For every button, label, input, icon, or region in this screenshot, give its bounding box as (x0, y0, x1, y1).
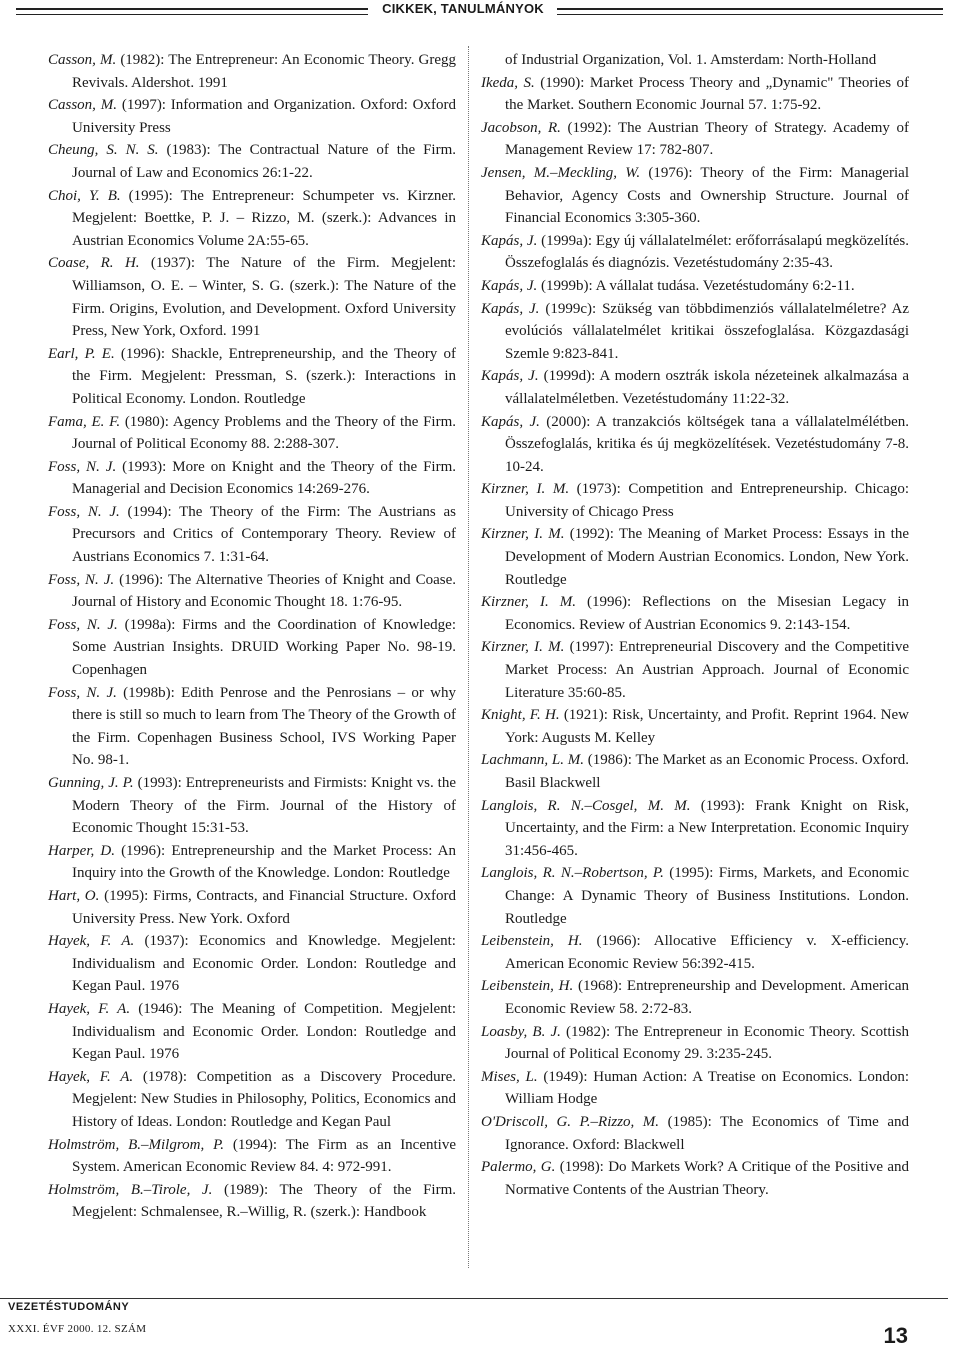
reference-entry (48, 501, 456, 569)
section-title: CIKKEK, TANULMÁNYOK (382, 1, 544, 16)
reference-entry (48, 772, 456, 840)
reference-author: Kapás, J. (481, 368, 539, 385)
reference-author: Langlois, R. N.–Robertson, P. (481, 865, 664, 882)
reference-text: (1997): Entrepreneurial Discovery and the Competitive Market Process: An Austrian Approach. Journal of Economic Literature 35:60-85. (505, 639, 910, 701)
reference-entry (481, 749, 909, 794)
reference-author: Foss, N. J. (48, 571, 115, 588)
reference-author: Choi, Y. B. (48, 187, 121, 204)
reference-author: Coase, R. H. (48, 255, 140, 272)
reference-author: Hart, O. (48, 887, 100, 904)
reference-entry (48, 930, 456, 998)
reference-author: Foss, N. J. (48, 503, 120, 520)
reference-entry (481, 523, 909, 591)
reference-text: (1937): Economics and Knowledge. Megjelent: Individualism and Economic Order. London: Routledge and Kegan Paul. 1976 (72, 933, 456, 995)
reference-text: (1994): The Firm as an Incentive System. American Economic Review 84. 4: 972-991. (72, 1136, 456, 1176)
reference-text: (1993): More on Knight and the Theory of the Firm. Managerial and Decision Economics 14:269-276. (72, 458, 457, 498)
reference-author: Hayek, F. A. (48, 1000, 131, 1017)
reference-text: (1992): The Austrian Theory of Strategy. Academy of Management Review 17: 782-807. (505, 119, 909, 159)
reference-entry (481, 591, 909, 636)
reference-author: Kapás, J. (481, 300, 540, 317)
reference-entry (48, 252, 456, 342)
journal-name: VEZETÉSTUDOMÁNY (8, 1301, 130, 1313)
reference-text: (2000): A tranzakciós költségek tana a vállalatelmélétben. Összefoglalás, kritika és új megközelítések. Vezetéstudomány 7-8. 10-24. (505, 413, 909, 475)
reference-author: Leibenstein, H. (481, 978, 574, 995)
reference-text: (1999d): A modern osztrák iskola nézeteinek alkalmazása a vállalatelméletben. Vezetéstudomány 11:22-32. (505, 368, 910, 407)
reference-entry (48, 139, 456, 184)
column-divider (468, 46, 469, 1268)
reference-author: Kirzner, I. M. (481, 594, 576, 611)
reference-author: Knight, F. H. (481, 707, 560, 724)
reference-author: Kapás, J. (481, 277, 538, 294)
reference-text: of Industrial Organization, Vol. 1. Amsterdam: North-Holland (505, 52, 877, 68)
reference-text: (1966): Allocative Efficiency v. X-efficiency. American Economic Review 56:392-415. (505, 933, 909, 972)
header-rule-right (557, 8, 943, 15)
reference-text: (1973): Competition and Entrepreneurship. Chicago: University of Chicago Press (505, 481, 910, 520)
reference-author: Hayek, F. A. (48, 933, 135, 950)
reference-entry (48, 998, 456, 1066)
reference-text: (1968): Entrepreneurship and Development. American Economic Review 58. 2:72-83. (505, 978, 909, 1017)
reference-text: (1995): Firms, Markets, and Economic Change: A Dynamic Theory of Business Institutions. London. Routledge (505, 865, 909, 927)
reference-text: (1976): Theory of the Firm: Managerial Behavior, Agency Costs and Ownership Structure. Journal of Financial Economics 3:305-360. (505, 164, 909, 227)
reference-text: (1995): The Entrepreneur: Schumpeter vs. Kirzner. Megjelent: Boettke, P. J. – Rizzo, M. (szerk.): Advances in Austrian Economics Volume 2A:55-65. (72, 187, 456, 249)
reference-entry (48, 1134, 456, 1179)
reference-author: Leibenstein, H. (481, 933, 583, 950)
reference-text: (1921): Risk, Uncertainty, and Profit. Reprint 1964. New York: Augusts M. Kelley (505, 707, 909, 746)
reference-text: (1982): The Entrepreneur: An Economic Theory. Gregg Revivals. Aldershot. 1991 (72, 52, 456, 91)
reference-author: Fama, E. F. (48, 413, 121, 430)
reference-text: (1980): Agency Problems and the Theory of the Firm. Journal of Political Economy 88. 2:288-307. (72, 413, 457, 453)
reference-text: (1996): Shackle, Entrepreneurship, and the Theory of the Firm. Megjelent: Pressman, S. (szerk.): Interactions in Political Economy. London. Routledge (72, 345, 456, 407)
reference-text: (1998a): Firms and the Coordination of Knowledge: Some Austrian Insights. DRUID Working Paper No. 98-19. Copenhagen (72, 616, 457, 679)
reference-author: Casson, M. (48, 52, 117, 68)
reference-entry (48, 456, 456, 501)
reference-entry (481, 365, 909, 410)
reference-author: Kirzner, I. M. (481, 526, 565, 543)
reference-text: (1990): Market Process Theory and „Dynamic" Theories of the Market. Southern Economic Journal 57. 1:75-92. (505, 74, 909, 114)
reference-author: Foss, N. J. (48, 616, 118, 633)
reference-entry (481, 162, 909, 230)
reference-author: Jensen, M.–Meckling, W. (481, 164, 641, 181)
reference-entry (48, 840, 456, 885)
footer-rule (0, 1298, 948, 1299)
reference-entry (481, 478, 909, 523)
reference-text: (1995): Firms, Contracts, and Financial Structure. Oxford University Press. New York. Oxford (72, 887, 456, 927)
reference-text: (1993): Frank Knight on Risk, Uncertainty, and the Firm: a New Interpretation. Economic Inquiry 31:456-465. (505, 797, 909, 859)
issue-info: XXXI. ÉVF 2000. 12. SZÁM (8, 1323, 147, 1335)
reference-entry (48, 343, 456, 411)
reference-entry (481, 1066, 909, 1111)
reference-author: Langlois, R. N.–Cosgel, M. M. (481, 797, 691, 814)
reference-entry (48, 1066, 456, 1134)
reference-text: (1997): Information and Organization. Oxford: Oxford University Press (72, 97, 456, 136)
reference-entry (48, 1179, 456, 1224)
reference-text: (1949): Human Action: A Treatise on Economics. London: William Hodge (505, 1068, 909, 1108)
reference-author: Foss, N. J. (48, 458, 117, 475)
reference-entry (481, 1021, 909, 1066)
reference-author: Earl, P. E. (48, 345, 115, 362)
reference-text: (1994): The Theory of the Firm: The Austrians as Precursors and Critics of Contemporary Theory. Review of Austrians Economics 7. 1:31-64. (72, 503, 457, 566)
reference-entry (481, 862, 909, 930)
reference-author: Mises, L. (481, 1068, 538, 1085)
reference-column-left (48, 49, 456, 1224)
reference-author: Lachmann, L. M. (481, 752, 585, 769)
reference-entry (481, 275, 909, 298)
reference-author: Harper, D. (48, 842, 115, 859)
reference-text: (1993): Entrepreneurists and Firmists: Knight vs. the Modern Theory of the Firm. Journal of the History of Economic Thought 15:31-53. (72, 775, 457, 837)
reference-author: Loasby, B. J. (481, 1023, 561, 1040)
reference-author: Casson, M. (48, 97, 117, 114)
reference-entry (481, 704, 909, 749)
reference-text: (1983): The Contractual Nature of the Firm. Journal of Law and Economics 26:1-22. (72, 142, 456, 181)
reference-text: (1989): The Theory of the Firm. Megjelent: Schmalensee, R.–Willig, R. (szerk.): Handbook (72, 1181, 456, 1221)
reference-text: (1999c): Szükség van többdimenziós vállalatelméletre? Az evolúciós vállalatelmélet kritikai összefoglalása. Közgazdasági Szemle 9:823-841. (505, 300, 909, 362)
reference-text: (1996): The Alternative Theories of Knight and Coase. Journal of History and Economic Thought 18. 1:76-95. (72, 571, 456, 611)
reference-entry (48, 569, 456, 614)
reference-entry (481, 230, 909, 275)
reference-text: (1999b): A vállalat tudása. Vezetéstudomány 6:2-11. (537, 277, 855, 294)
reference-author: Palermo, G. (481, 1159, 556, 1176)
page-number: 13 (883, 1323, 908, 1348)
reference-text: (1998): Do Markets Work? A Critique of the Positive and Normative Contents of the Austrian Theory. (505, 1159, 909, 1198)
reference-column-right (481, 49, 909, 1201)
reference-entry (481, 72, 909, 117)
reference-text: (1978): Competition as a Discovery Procedure. Megjelent: New Studies in Philosophy, Politics, Economics and History of Ideas. London: Routledge and Kegan Paul (72, 1068, 457, 1130)
reference-entry (481, 49, 909, 72)
reference-author: Kapás, J. (481, 413, 540, 430)
reference-entry (481, 975, 909, 1020)
reference-entry (481, 636, 909, 704)
reference-text: (1998b): Edith Penrose and the Penrosians – or why there is still so much to learn from The Theory of the Growth of the Firm. Copenhagen Business School, IVS Working Paper No. 98-1. (72, 684, 457, 769)
reference-author: Gunning, J. P. (48, 775, 134, 791)
reference-text: (1992): The Meaning of Market Process: Essays in the Development of Modern Austrian Economics. London, New York. Routledge (505, 526, 909, 588)
reference-text: (1996): Reflections on the Misesian Legacy in Economics. Review of Austrian Economics 9. 2:143-154. (505, 594, 910, 633)
reference-author: O'Driscoll, G. P.–Rizzo, M. (481, 1113, 660, 1130)
reference-author: Kapás, J. (481, 232, 538, 249)
reference-entry (481, 117, 909, 162)
reference-author: Kirzner, I. M. (481, 639, 565, 656)
reference-entry (48, 49, 456, 94)
reference-entry (48, 682, 456, 772)
reference-entry (48, 411, 456, 456)
reference-author: Holmström, B.–Tirole, J. (48, 1181, 213, 1198)
reference-entry (48, 185, 456, 253)
reference-text: (1996): Entrepreneurship and the Market Process: An Inquiry into the Growth of the Knowledge. London: Routledge (72, 842, 456, 882)
reference-text: (1999a): Egy új vállalatelmélet: erőforrásalapú megközelítés. Összefoglalás és diagnózis. Vezetéstudomány 2:35-43. (505, 232, 909, 272)
reference-author: Ikeda, S. (481, 74, 535, 91)
header-rule-left (16, 8, 368, 15)
reference-entry (481, 411, 909, 479)
reference-entry (481, 298, 909, 366)
reference-author: Jacobson, R. (481, 119, 561, 136)
reference-author: Holmström, B.–Milgrom, P. (48, 1136, 225, 1153)
reference-entry (48, 94, 456, 139)
reference-entry (481, 930, 909, 975)
reference-text: (1946): The Meaning of Competition. Megjelent: Individualism and Economic Order. London: Routledge and Kegan Paul. 1976 (72, 1000, 456, 1063)
reference-text: (1937): The Nature of the Firm. Megjelent: Williamson, O. E. – Winter, S. G. (szerk.): The Nature of the Firm. Origins, Evolution, and Development. Oxford University Press, New York, Oxford. 1991 (72, 255, 456, 340)
reference-entry (481, 1156, 909, 1201)
reference-text: (1985): The Economics of Time and Ignorance. Oxford: Blackwell (505, 1113, 909, 1153)
reference-entry (48, 614, 456, 682)
reference-entry (481, 1111, 909, 1156)
reference-author: Foss, N. J. (48, 684, 117, 701)
reference-text: (1986): The Market as an Economic Process. Oxford. Basil Blackwell (505, 752, 910, 791)
reference-entry (481, 795, 909, 863)
reference-text: (1982): The Entrepreneur in Economic Theory. Scottish Journal of Political Economy 29. 3:235-245. (505, 1023, 909, 1063)
reference-author: Cheung, S. N. S. (48, 142, 159, 159)
reference-author: Hayek, F. A. (48, 1068, 134, 1085)
reference-entry (48, 885, 456, 930)
reference-author: Kirzner, I. M. (481, 481, 570, 498)
